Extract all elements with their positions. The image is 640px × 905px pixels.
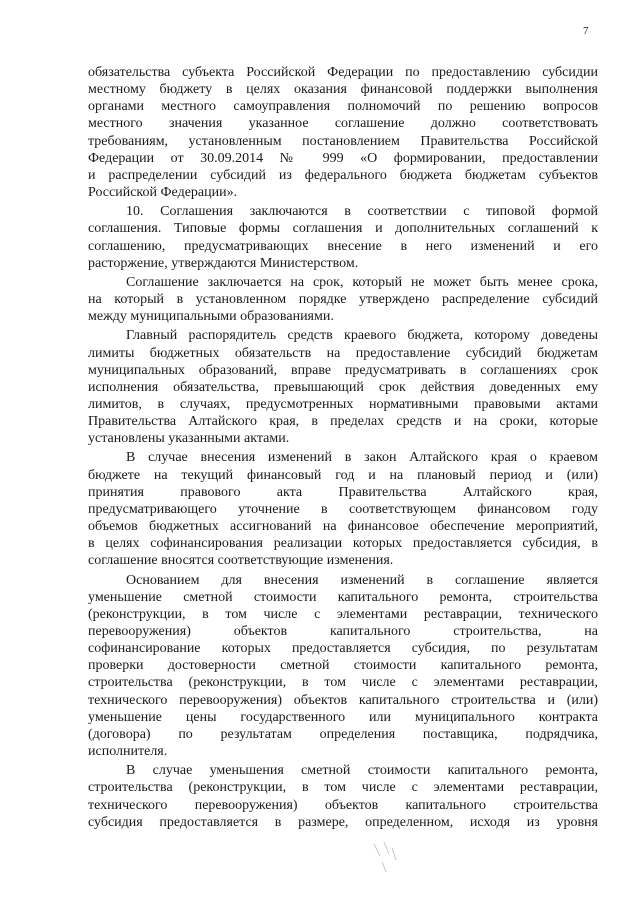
- text-line: технического перевооружения) объектов капитального строительства: [88, 797, 598, 813]
- text-line: соглашение вносятся соответствующие изменения.: [88, 553, 394, 569]
- text-line: предусматривающего уточнение в соответствующем финансовом году: [88, 501, 598, 517]
- text-line: уменьшение сметной стоимости капитального ремонта, строительства: [88, 589, 598, 605]
- text-line: Федерации от 30.09.2014 № 999 «О формировании, предоставлении: [88, 150, 598, 166]
- text-line: Соглашение заключается на срок, который не может быть менее срока,: [126, 274, 598, 290]
- text-line: принятия правового акта Правительства Алтайского края,: [88, 484, 598, 500]
- pen-mark-icon: [370, 838, 410, 878]
- text-line: Российской Федерации».: [88, 185, 238, 201]
- text-line: лимитов, в случаях, предусмотренных нормативными правовыми актами: [88, 396, 598, 412]
- text-line: на который в установленном порядке утверждено распределение субсидий: [88, 292, 598, 308]
- text-line: проверки достоверности сметной стоимости капитального ремонта,: [88, 658, 598, 674]
- text-line: установлены указанными актами.: [88, 431, 290, 447]
- paragraph: [88, 449, 598, 569]
- text-line: Главный распорядитель средств краевого бюджета, которому доведены: [126, 328, 598, 344]
- text-line: уменьшение цены государственного или муниципального контракта: [88, 709, 598, 725]
- text-line: бюджете на текущий финансовый год и на плановый период и (или): [88, 467, 598, 483]
- text-line: лимиты бюджетных обязательств на предоставление субсидий бюджетам: [88, 345, 598, 361]
- text-line: Правительства Алтайского края, в пределах средств и на сроки, которые: [88, 414, 598, 430]
- text-line: местному бюджету в целях оказания финансовой поддержки выполнения: [88, 82, 598, 98]
- text-line: (договора) по результатам определения поставщика, подрядчика,: [88, 726, 598, 742]
- text-line: муниципальных образований, вправе предусматривать в соглашениях срок: [88, 362, 598, 378]
- text-line: В случае внесения изменений в закон Алтайского края о краевом: [126, 450, 598, 466]
- paragraph: [88, 274, 598, 325]
- text-line: В случае уменьшения сметной стоимости капитального ремонта,: [126, 763, 598, 779]
- paragraph: [88, 327, 598, 447]
- text-line: органами местного самоуправления полномочий по решению вопросов: [88, 99, 598, 115]
- text-line: обязательства субъекта Российской Федерации по предоставлению субсидии: [88, 65, 598, 80]
- text-line: перевооружения) объектов капитального строительства, на: [88, 624, 598, 639]
- text-line: расторжение, утверждаются Министерством.: [88, 255, 359, 271]
- text-line: исполнителя.: [88, 744, 168, 760]
- paragraph: [88, 64, 598, 201]
- text-line: исполнения обязательства, превышающий срок действия доведенных ему: [88, 379, 598, 395]
- text-line: соглашению, предусматривающих внесение в него изменений и его: [88, 238, 598, 254]
- text-line: 10. Соглашения заключаются в соответствии с типовой формой: [126, 204, 598, 220]
- text-line: между муниципальными образованиями.: [88, 309, 334, 325]
- text-line: местного значения указанное соглашение должно соответствовать: [88, 116, 598, 132]
- text-line: софинансирование которых предоставляется субсидия, по результатам: [88, 641, 598, 657]
- text-line: (реконструкции, в том числе с элементами реставрации, технического: [88, 606, 598, 622]
- page-number: 7: [583, 25, 589, 37]
- document-body: [88, 64, 598, 831]
- text-line: Основанием для внесения изменений в соглашение является: [126, 572, 598, 588]
- text-line: объемов бюджетных ассигнований на финансовое обеспечение мероприятий,: [88, 519, 598, 535]
- text-line: строительства (реконструкции, в том числе с элементами реставрации,: [88, 780, 598, 796]
- text-line: строительства (реконструкции, в том числе с элементами реставрации,: [88, 675, 598, 691]
- paragraph: [88, 762, 598, 831]
- paragraph: [88, 203, 598, 272]
- text-line: соглашения. Типовые формы соглашения и дополнительных соглашений к: [88, 221, 598, 237]
- text-line: технического перевооружения) объектов капитального строительства и (или): [88, 692, 598, 708]
- text-line: и распределении субсидий из федерального бюджета бюджетам субъектов: [88, 167, 598, 183]
- text-line: субсидия предоставляется в размере, определенном, исходя из уровня: [88, 814, 598, 830]
- text-line: требованиям, установленным постановлением Правительства Российской: [88, 133, 598, 149]
- paragraph: [88, 572, 598, 761]
- text-line: в целях софинансирования реализации которых предоставляется субсидия, в: [88, 536, 598, 552]
